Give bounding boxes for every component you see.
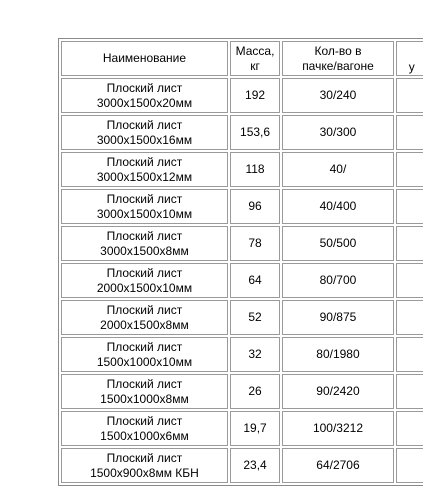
cell-mass: 118 [230, 152, 280, 187]
cell-mass: 153,6 [230, 115, 280, 150]
cell-name-size: 3000х1500х10мм [96, 206, 193, 221]
cell-extra-partial [396, 337, 423, 372]
table-row [61, 152, 423, 187]
cell-name-size: 1500х1000х10мм [96, 354, 193, 369]
cell-name [61, 300, 228, 335]
cell-quantity: 80/700 [282, 263, 394, 298]
cell-name-size: 3000х1500х20мм [96, 95, 193, 110]
header-extra-partial [396, 41, 423, 76]
cell-name-size: 3000х1500х8мм [100, 243, 189, 258]
table-row [61, 411, 423, 446]
header-name [61, 41, 228, 76]
cell-quantity: 30/240 [282, 78, 394, 113]
table-row [61, 78, 423, 113]
header-name-label: Наименование [102, 51, 187, 65]
cell-mass: 23,4 [230, 448, 280, 483]
cell-mass: 19,7 [230, 411, 280, 446]
table-row [61, 337, 423, 372]
cell-name-type: Плоский лист [106, 413, 183, 428]
cell-extra-partial [396, 300, 423, 335]
cell-name-size: 1500х1000х8мм [100, 391, 189, 406]
cell-name-type: Плоский лист [106, 191, 183, 206]
cell-name-type: Плоский лист [106, 376, 183, 391]
table-header-row [61, 41, 423, 76]
cell-name-type: Плоский лист [106, 117, 183, 132]
cell-mass: 96 [230, 189, 280, 224]
cell-quantity: 80/1980 [282, 337, 394, 372]
cell-quantity: 64/2706 [282, 448, 394, 483]
cell-name [61, 115, 228, 150]
header-mass-label: Масса, [235, 43, 275, 58]
cell-name [61, 374, 228, 409]
cell-mass: 52 [230, 300, 280, 335]
cell-mass: 26 [230, 374, 280, 409]
header-quantity-label: Кол-во в [314, 43, 362, 58]
cell-quantity: 100/3212 [282, 411, 394, 446]
cell-name-type: Плоский лист [106, 80, 183, 95]
header-mass [230, 41, 280, 76]
header-quantity [282, 41, 394, 76]
cell-name-size: 1500х900х8мм КБН [90, 465, 199, 480]
cell-extra-partial [396, 78, 423, 113]
cell-mass: 64 [230, 263, 280, 298]
product-specs-table [58, 38, 423, 486]
cell-name-size: 3000х1500х16мм [96, 132, 193, 147]
header-mass-unit: кг [250, 58, 260, 73]
cell-extra-partial [396, 411, 423, 446]
product-table-viewport [58, 38, 423, 490]
cell-name [61, 337, 228, 372]
cell-quantity: 50/500 [282, 226, 394, 261]
cell-name-type: Плоский лист [106, 450, 183, 465]
cell-mass: 32 [230, 337, 280, 372]
cell-name-type: Плоский лист [106, 228, 183, 243]
cell-extra-partial [396, 152, 423, 187]
cell-quantity: 40/400 [282, 189, 394, 224]
cell-quantity: 90/875 [282, 300, 394, 335]
cell-name-type: Плоский лист [106, 265, 183, 280]
cell-name [61, 78, 228, 113]
table-row [61, 115, 423, 150]
header-extra-label: у [408, 60, 415, 74]
header-quantity-sub: пачке/вагоне [302, 58, 374, 73]
table-row [61, 189, 423, 224]
table-row [61, 263, 423, 298]
table-body [61, 78, 423, 483]
cell-name [61, 152, 228, 187]
cell-name-type: Плоский лист [106, 339, 183, 354]
cell-extra-partial [396, 115, 423, 150]
table-row [61, 374, 423, 409]
cell-name [61, 263, 228, 298]
cell-extra-partial [396, 226, 423, 261]
cell-name-size: 1500х1000х6мм [100, 428, 189, 443]
cell-name-type: Плоский лист [106, 154, 183, 169]
cell-name [61, 189, 228, 224]
cell-mass: 78 [230, 226, 280, 261]
table-row [61, 300, 423, 335]
cell-quantity: 90/2420 [282, 374, 394, 409]
cell-name [61, 448, 228, 483]
cell-extra-partial [396, 189, 423, 224]
cell-name-type: Плоский лист [106, 302, 183, 317]
table-row [61, 226, 423, 261]
cell-quantity: 30/300 [282, 115, 394, 150]
cell-name-size: 3000х1500х12мм [96, 169, 193, 184]
cell-extra-partial [396, 448, 423, 483]
table-row [61, 448, 423, 483]
cell-name [61, 411, 228, 446]
cell-mass: 192 [230, 78, 280, 113]
cell-extra-partial [396, 263, 423, 298]
cell-extra-partial [396, 374, 423, 409]
cell-name-size: 2000х1500х8мм [100, 317, 189, 332]
cell-quantity: 40/ [282, 152, 394, 187]
cell-name-size: 2000х1500х10мм [96, 280, 193, 295]
cell-name [61, 226, 228, 261]
